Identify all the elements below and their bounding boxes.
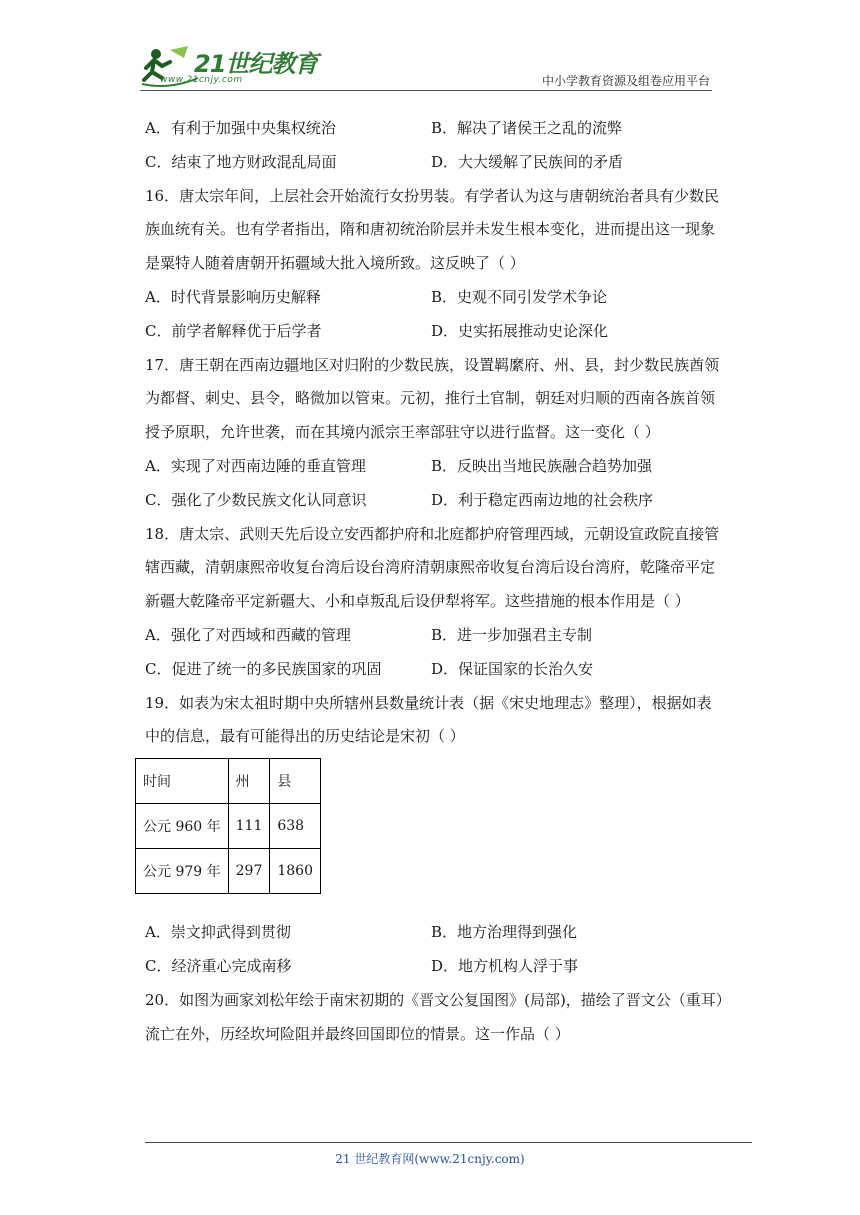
table-row [136,849,321,894]
q16-option-b[interactable]: B．史观不同引发学术争论 [431,287,608,306]
q19-options-row-1 [145,916,717,950]
question-stem-line: 辖西藏，清朝康熙帝收复台湾后设台湾府清朝康熙帝收复台湾后设台湾府，乾隆帝平定 [145,558,716,577]
table-spacer [145,894,717,916]
question-stem-line: 新疆大乾隆帝平定新疆大、小和卓叛乱后设伊犁将军。这些措施的根本作用是（ ） [145,592,690,611]
table-header-cell: 州 [228,759,270,804]
q15-option-b[interactable]: B．解决了诸侯王之乱的流弊 [431,119,623,137]
q18-option-c[interactable]: C．促进了统一的多民族国家的巩固 [145,659,382,678]
page-header [140,40,712,96]
platform-title: 中小学教育资源及组卷应用平台 [541,74,710,88]
q16-options-row-1 [145,281,717,315]
table-header-row [136,759,321,804]
q16-option-c[interactable]: C．前学者解释优于后学者 [145,321,322,340]
q19-option-d[interactable]: D．地方机构人浮于事 [431,956,579,975]
q18-option-d[interactable]: D．保证国家的长治久安 [431,659,594,678]
footer-link[interactable]: 21 世纪教育网(www.21cnjy.com) [335,1152,525,1166]
site-logo[interactable] [140,44,320,90]
question-stem-line: 授予原职，允许世袭，而在其境内派宗王率部驻守以进行监督。这一变化（ ） [145,423,660,442]
q17-option-c[interactable]: C．强化了少数民族文化认同意识 [145,490,367,509]
q17-option-d[interactable]: D．利于稳定西南边地的社会秩序 [431,490,654,509]
q19-option-a[interactable]: A．崇文抑武得到贯彻 [145,923,291,942]
table-cell: 1860 [270,849,321,894]
q18-options-row-2 [145,653,717,687]
question-stem-line: 17．唐王朝在西南边疆地区对归附的少数民族，设置羁縻府、州、县，封少数民族酋领 [145,355,720,374]
question-stem-line: 是粟特人随着唐朝开拓疆域大批入境所致。这反映了（ ） [145,254,525,273]
question-stem-line: 20．如图为画家刘松年绘于南宋初期的《晋文公复国图》(局部)，描绘了晋文公（重耳） [145,990,731,1009]
header-divider [140,90,712,91]
q17-option-b[interactable]: B．反映出当地民族融合趋势加强 [431,456,653,475]
q16-options-row-2 [145,315,717,349]
question-stem-line: 中的信息，最有可能得出的历史结论是宋初（ ） [145,727,465,746]
question-16 [145,180,720,349]
footer-divider [145,1142,752,1143]
q17-options-row-1 [145,450,717,484]
logo-text: 21世纪教育 [194,50,318,78]
logo-url: www.21cnjy.com [160,75,243,85]
q17-option-a[interactable]: A．实现了对西南边陲的垂直管理 [145,456,366,475]
statistics-table [135,758,321,894]
q18-options-row-1 [145,619,717,653]
q18-option-b[interactable]: B．进一步加强君主专制 [431,625,593,644]
question-19 [145,687,717,984]
q17-options-row-2 [145,484,717,518]
q15-option-d[interactable]: D．大大缓解了民族间的矛盾 [431,152,624,171]
question-stem-line: 19．如表为宋太祖时期中央所辖州县数量统计表（据《宋史地理志》整理），根据如表 [145,693,712,712]
q15-option-c[interactable]: C．结束了地方财政混乱局面 [145,152,337,171]
table-row [136,804,321,849]
question-stem-line: 18．唐太宗、武则天先后设立安西都护府和北庭都护府管理西域，元朝设宣政院直接管 [145,524,720,543]
q16-option-a[interactable]: A．时代背景影响历史解释 [145,287,321,306]
q19-option-c[interactable]: C．经济重心完成南移 [145,956,292,975]
table-cell: 638 [270,804,321,849]
table-cell: 111 [228,804,270,849]
q15-options-row-2 [145,146,717,180]
question-20 [145,984,731,1052]
exam-content [143,112,731,1051]
question-stem-line: 为都督、刺史、县令，略微加以管束。元初，推行土官制，朝廷对归顺的西南各族首领 [145,389,716,408]
question-18 [145,518,720,687]
q19-options-row-2 [145,950,717,984]
question-stem-line: 族血统有关。也有学者指出，隋和唐初统治阶层并未发生根本变化，进而提出这一现象 [145,220,716,239]
q15-options-row-1 [145,112,717,146]
question-stem-line: 流亡在外，历经坎坷险阻并最终回国即位的情景。这一作品（ ） [145,1024,570,1043]
table-cell: 公元 960 年 [136,804,229,849]
q15-option-a[interactable]: A．有利于加强中央集权统治 [145,119,336,137]
q18-option-a[interactable]: A．强化了对西域和西藏的管理 [145,625,351,644]
question-17 [145,349,720,518]
table-cell: 297 [228,849,270,894]
table-header-cell: 县 [270,759,321,804]
table-header-cell: 时间 [136,759,229,804]
q19-option-b[interactable]: B．地方治理得到强化 [431,923,578,942]
question-stem-line: 16．唐太宗年间，上层社会开始流行女扮男装。有学者认为这与唐朝统治者具有少数民 [145,186,720,205]
table-cell: 公元 979 年 [136,849,229,894]
q16-option-d[interactable]: D．史实拓展推动史论深化 [431,321,609,340]
